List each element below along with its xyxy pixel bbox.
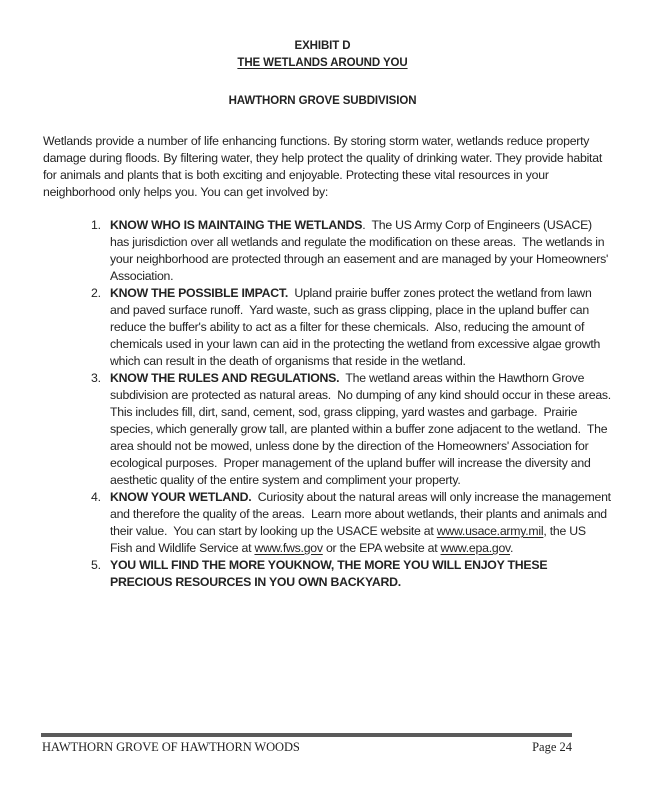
list-number: 1. — [91, 218, 101, 232]
exhibit-label: EXHIBIT D — [294, 40, 351, 52]
list-item-text: , the US Fish and Wildlife Service at — [110, 524, 589, 555]
footer-divider — [41, 733, 572, 737]
list-item-heading: KNOW THE POSSIBLE IMPACT. — [110, 286, 288, 300]
list-item — [91, 217, 611, 285]
list-item — [91, 285, 611, 370]
list-item-text: Curiosity about the natural areas will only increase the management and therefore the quality of the areas. Learn more about wetlands, their plants and animals and their value. You can start by looking up the USACE website at — [110, 490, 615, 538]
list-number: 5. — [91, 558, 101, 572]
intro-paragraph: Wetlands provide a number of life enhancing functions. By storing storm water, wetlands reduce property damage during floods. By filtering water, they help protect the quality of drinking water. They provide habitat for animals and plants that is both exciting and enjoyable. Protecting these vital resources in your neighborhood only helps you. You can get involved by: — [43, 134, 602, 199]
heading-punct: . — [362, 218, 366, 232]
fws-link[interactable]: www.fws.gov — [254, 541, 323, 555]
list-item — [91, 370, 618, 489]
list-item — [91, 489, 615, 557]
list-number: 4. — [91, 490, 101, 504]
list-item-text: The wetland areas within the Hawthorn Grove subdivision are protected as natural areas. No dumping of any kind should occur in these areas. This includes fill, dirt, sand, cement, sod, grass clipping, yard wastes and garbage. Prairie species, which generally grow tall, are planted within a buffer zone adjacent to the wetland. The area should not be mowed, unless done by the direction of the Homeowners' Association for ecological purposes. Proper management of the upland buffer will increase the diversity and aesthetic quality of the entire system and compliment your property. — [110, 371, 618, 487]
list-item-heading: KNOW THE RULES AND REGULATIONS. — [110, 371, 340, 385]
subdivision-heading: HAWTHORN GROVE SUBDIVISION — [228, 95, 417, 107]
list-item — [91, 557, 611, 591]
usace-link[interactable]: www.usace.army.mil — [436, 524, 544, 538]
list-item-heading: KNOW WHO IS MAINTAING THE WETLANDS — [110, 218, 363, 232]
list-number: 2. — [91, 286, 101, 300]
list-item-text: or the EPA website at — [322, 541, 441, 555]
list-item-heading: KNOW YOUR WETLAND. — [110, 490, 252, 504]
footer-title: HAWTHORN GROVE OF HAWTHORN WOODS — [42, 740, 300, 754]
action-list — [91, 217, 618, 591]
list-item-text: . — [510, 541, 514, 555]
list-number: 3. — [91, 371, 101, 385]
list-item-heading: YOU WILL FIND THE MORE YOUKNOW, THE MORE YOU WILL ENJOY THESE PRECIOUS RESOURCES IN YOU OWN BACKYARD. — [110, 558, 548, 589]
page-number: Page 24 — [532, 740, 572, 754]
list-item-text: The US Army Corp of Engineers (USACE) has jurisdiction over all wetlands and regulate the modification on these areas. The wetlands in your neighborhood are protected through an easement and are managed by your Homeowners' Association. — [110, 218, 611, 283]
epa-link[interactable]: www.epa.gov — [440, 541, 511, 555]
document-title: THE WETLANDS AROUND YOU — [237, 57, 408, 69]
list-item-text: Upland prairie buffer zones protect the wetland from lawn and paved surface runoff. Yard waste, such as grass clipping, place in the upland buffer can reduce the buffer's ability to act as a filter for these chemicals. Also, reducing the amount of chemicals used in your lawn can aid in the protecting the wetland from excessive algae growth which can result in the death of organisms that reside in the wetland. — [110, 286, 604, 368]
